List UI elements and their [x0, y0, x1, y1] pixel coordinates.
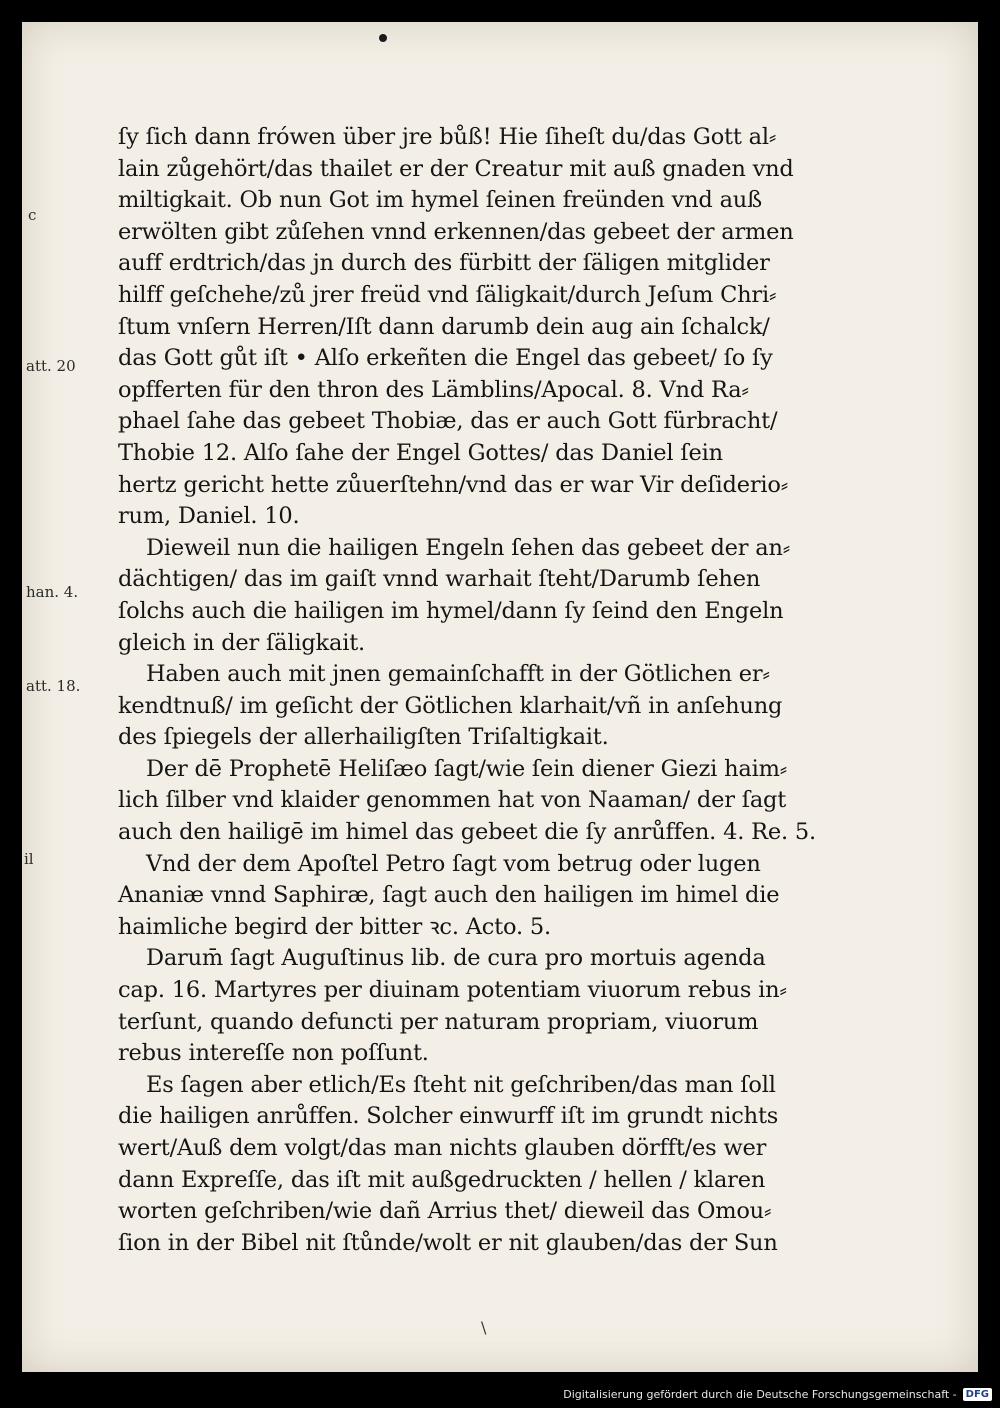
text-line: ſolchs auch die hailigen im hymel/dann ſy ſeind den Engeln	[118, 597, 784, 624]
text-line: des ſpiegels der allerhailigſten Triſaltigkait.	[118, 724, 609, 751]
digitization-footer	[563, 1384, 992, 1404]
text-line: phael ſahe das gebeet Thobiæ, das er auch Gott fürbracht/	[118, 408, 778, 435]
body-text	[118, 122, 888, 1259]
text-line: die hailigen anrůffen. Solcher einwurff iſt im grundt nichts	[118, 1103, 779, 1130]
text-line: Thobie 12. Alſo ſahe der Engel Gottes/ das Daniel ſein	[118, 439, 723, 466]
dfg-logo: DFG	[963, 1388, 992, 1401]
text-line: hertz gericht hette zůuerſtehn/vnd das er war Vir deſiderio⸗	[118, 471, 789, 498]
text-line: terſunt, quando defuncti per naturam propriam, viuorum	[118, 1008, 759, 1035]
page-top-mark	[379, 34, 387, 42]
margin-note-1: c	[28, 206, 37, 224]
text-line: gleich in der ſäligkait.	[118, 629, 365, 656]
text-line: erwölten gibt zůſehen vnnd erkennen/das gebeet der armen	[118, 218, 794, 245]
text-line: dann Expreſſe, das iſt mit außgedruckten / hellen / klaren	[118, 1166, 766, 1193]
text-line: Ananiæ vnnd Saphiræ, ſagt auch den hailigen im himel die	[118, 882, 780, 909]
footer-text: Digitalisierung gefördert durch die Deutsche Forschungsgemeinschaft -	[563, 1387, 957, 1401]
text-line: cap. 16. Martyres per diuinam potentiam viuorum rebus in⸗	[118, 977, 787, 1004]
text-line: rum, Daniel. 10.	[118, 503, 300, 530]
text-line: rebus intereſſe non poſſunt.	[118, 1040, 429, 1067]
text-line: auff erdtrich/das jn durch des fürbitt der ſäligen mitglider	[118, 250, 770, 277]
text-line: miltigkait. Ob nun Got im hymel ſeinen freünden vnd auß	[118, 187, 762, 214]
text-line: ſion in der Bibel nit ſtůnde/wolt er nit glauben/das der Sun	[118, 1229, 778, 1256]
page-bottom-mark: \	[481, 1318, 487, 1337]
text-line: ſtum vnſern Herren/Iſt dann darumb dein aug ain ſchalck/	[118, 313, 770, 340]
text-line: wert/Auß dem volgt/das man nichts glauben dörfft/es wer	[118, 1135, 767, 1161]
margin-note-3: han. 4.	[26, 583, 79, 601]
text-line: opfferten für den thron des Lämblins/Apocal. 8. Vnd Ra⸗	[118, 376, 749, 403]
text-line: Darum̄ ſagt Auguſtinus lib. de cura pro mortuis agenda	[146, 945, 766, 972]
text-line: worten geſchriben/wie dañ Arrius thet/ dieweil das Omou⸗	[118, 1198, 772, 1225]
text-line: haimliche begird der bitter ꝛc. Acto. 5.	[118, 913, 551, 940]
margin-note-2: att. 20	[26, 357, 76, 375]
margin-note-5: il	[24, 850, 34, 868]
text-line: lain zůgehört/das thailet er der Creatur mit auß gnaden vnd	[118, 155, 794, 182]
text-line: lich ſilber vnd klaider genommen hat von Naaman/ der ſagt	[118, 787, 787, 814]
text-line: Vnd der dem Apoſtel Petro ſagt vom betrug oder lugen	[146, 850, 761, 877]
text-line: hilff geſchehe/zů jrer freüd vnd ſäligkait/durch Jeſum Chri⸗	[118, 281, 777, 308]
text-line: auch den hailigē im himel das gebeet die ſy anrůffen. 4. Re. 5.	[118, 819, 816, 846]
text-line: Es ſagen aber etlich/Es ſteht nit geſchriben/das man ſoll	[146, 1071, 776, 1098]
text-line: ſy ſich dann frówen über jre bůß! Hie ſiheſt du/das Gott al⸗	[118, 124, 777, 150]
text-line: Der dē Prophetē Heliſæo ſagt/wie ſein diener Giezi haim⸗	[146, 755, 788, 782]
text-line: kendtnuß/ im geſicht der Götlichen klarhait/vñ in anſehung	[118, 692, 783, 719]
margin-note-4: att. 18.	[26, 677, 81, 695]
text-line: Dieweil nun die hailigen Engeln ſehen das gebeet der an⸗	[146, 534, 791, 561]
text-line: das Gott gůt iſt • Alſo erkeñten die Engel das gebeet/ ſo ſy	[118, 345, 773, 372]
text-line: Haben auch mit jnen gemainſchafft in der Götlichen er⸗	[146, 661, 770, 688]
text-line: dächtigen/ das im gaiſt vnnd warhait ſteht/Darumb ſehen	[118, 566, 761, 593]
book-page	[22, 22, 978, 1372]
